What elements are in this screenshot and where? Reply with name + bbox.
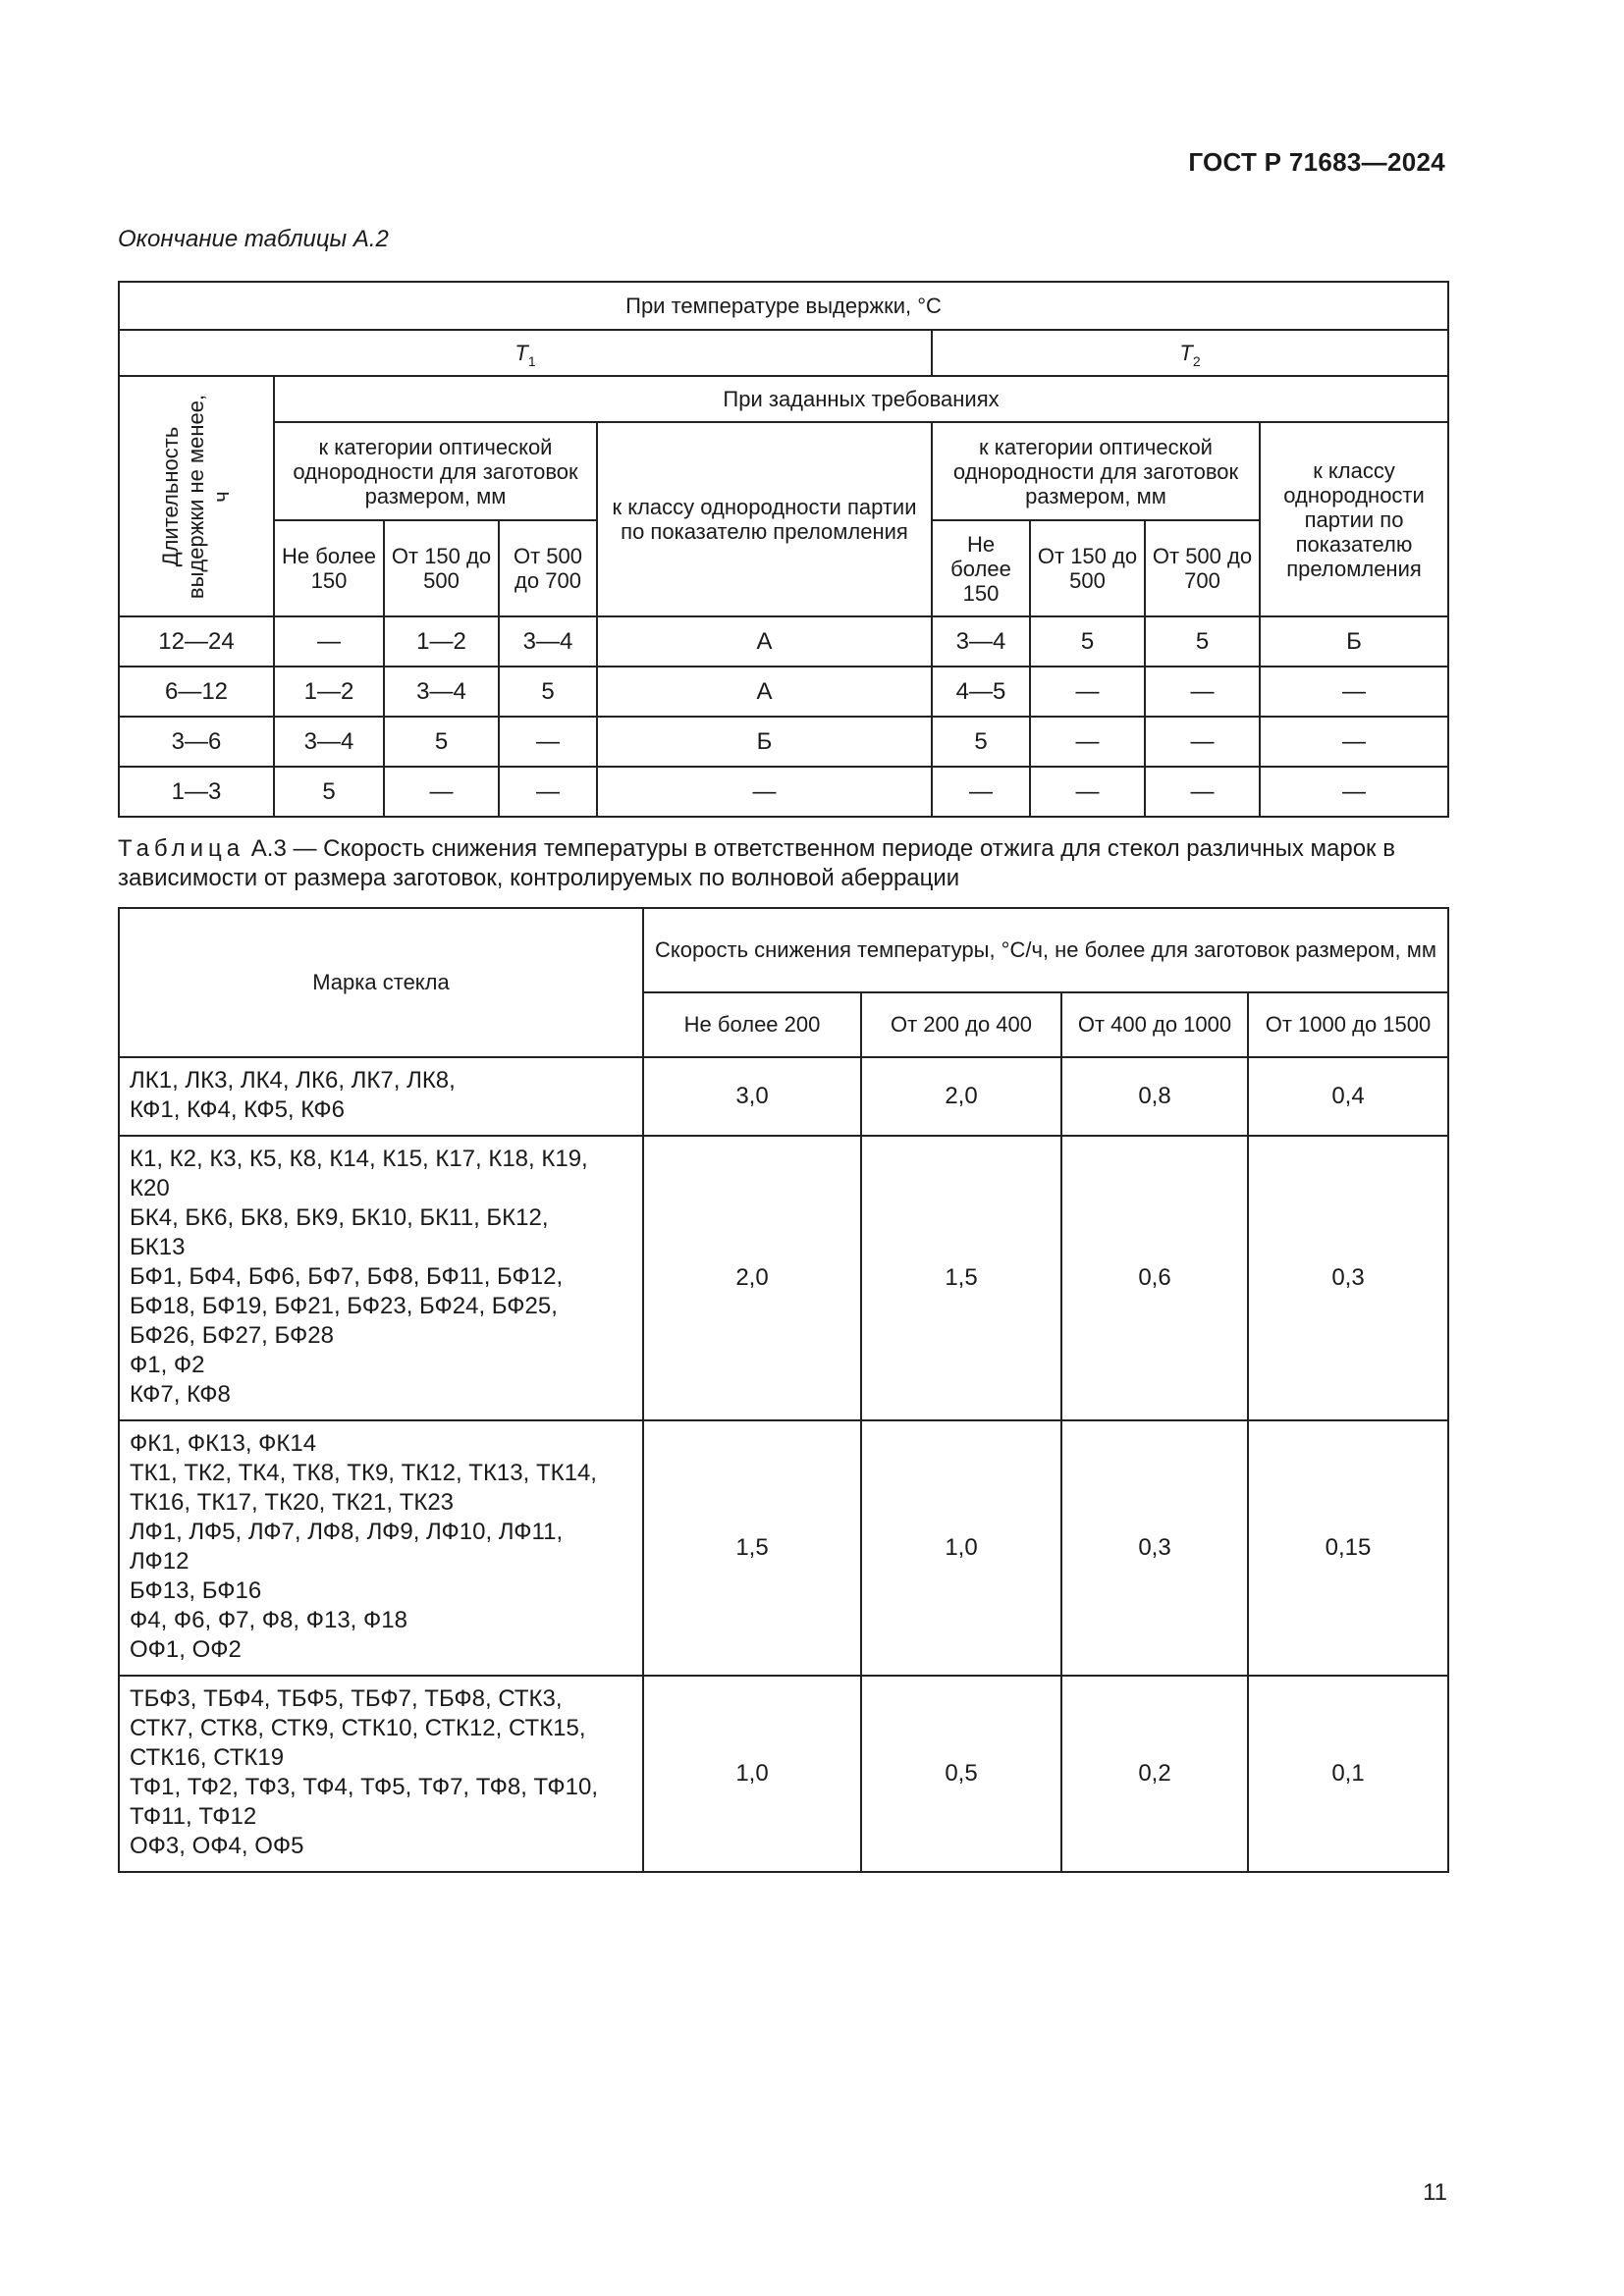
table-row [119,1136,1448,1420]
duration-line1: Длительность [158,426,183,566]
glass-marks-cell [119,1136,643,1420]
class-t2-header: к классу однородности партии по показателю преломления [1260,422,1448,616]
table-cell: — [1145,767,1260,817]
temp-header: При температуре выдержки, °С [119,282,1448,330]
speed-value: 3,0 [643,1057,861,1136]
glass-marks-line: ОФ3, ОФ4, ОФ5 [130,1833,304,1859]
size-t2-150-500: От 150 до 500 [1030,520,1145,616]
glass-marks-line: ТК1, ТК2, ТК4, ТК8, ТК9, ТК12, ТК13, ТК14, [130,1460,597,1486]
glass-marks-line: БК13 [130,1234,186,1260]
glass-marks-line: ЛФ1, ЛФ5, ЛФ7, ЛФ8, ЛФ9, ЛФ10, ЛФ11, [130,1519,564,1545]
table-a3-caption [118,834,1453,893]
table-cell: А [597,667,932,717]
glass-marks-line: Ф1, Ф2 [130,1352,205,1378]
size-header-up-to-200: Не более 200 [643,992,861,1057]
table-cell: — [1145,667,1260,717]
table-cell: — [1260,667,1448,717]
table-a2 [118,281,1449,818]
table-a2-caption: Окончание таблицы А.2 [118,226,389,252]
glass-marks-line: БК4, БК6, БК8, БК9, БК10, БК11, БК12, [130,1204,549,1231]
glass-marks-line: БФ1, БФ4, БФ6, БФ7, БФ8, БФ11, БФ12, [130,1263,564,1290]
duration-line2: выдержки не менее, [184,394,208,599]
table-row [119,616,1448,667]
table-cell: — [1030,767,1145,817]
speed-value: 0,2 [1061,1676,1248,1872]
table-cell: 1—2 [384,616,499,667]
table-a3-caption-text: А.3 — Скорость снижения температуры в ответственном периоде отжига для стекол различных марок в зависимости от размера заготовок, контролируемых по волновой аберрации [118,835,1395,891]
size-header-200-400: От 200 до 400 [861,992,1061,1057]
document-code: ГОСТ Р 71683—2024 [1188,147,1445,177]
glass-marks-line: ЛК1, ЛК3, ЛК4, ЛК6, ЛК7, ЛК8, [130,1067,456,1094]
table-row [119,667,1448,717]
table-cell: — [1145,717,1260,767]
speed-value: 0,6 [1061,1136,1248,1420]
size-t1-150-500: От 150 до 500 [384,520,499,616]
table-cell: 5 [932,717,1030,767]
table-row [119,767,1448,817]
table-row [119,1420,1448,1676]
table-cell: Б [1260,616,1448,667]
t1-header [119,330,932,376]
t1-symbol: T [514,340,528,365]
duration-line3: ч [209,490,234,503]
table-cell: 5 [499,667,597,717]
table-cell: — [499,767,597,817]
table-cell: 5 [384,717,499,767]
opt-category-t1-header: к категории оптической однородности для заготовок размером, мм [274,422,597,520]
table-a3-caption-prefix: Таблица [118,835,245,862]
speed-value: 2,0 [861,1057,1061,1136]
table-cell: — [499,717,597,767]
speed-value: 1,5 [861,1136,1061,1420]
table-row [119,1676,1448,1872]
size-header-400-1000: От 400 до 1000 [1061,992,1248,1057]
glass-marks-cell [119,1057,643,1136]
table-a3 [118,907,1449,1873]
table-cell: — [384,767,499,817]
glass-marks-line: БФ18, БФ19, БФ21, БФ23, БФ24, БФ25, [130,1293,558,1319]
table-cell: 12—24 [119,616,274,667]
table-cell: 5 [1030,616,1145,667]
speed-value: 1,0 [643,1676,861,1872]
glass-marks-line: ОФ1, ОФ2 [130,1636,242,1663]
size-t2-up-to-150: Не более 150 [932,520,1030,616]
speed-value: 0,4 [1248,1057,1448,1136]
t1-subscript: 1 [527,352,536,369]
table-cell: — [1030,667,1145,717]
glass-marks-line: ТК16, ТК17, ТК20, ТК21, ТК23 [130,1489,455,1516]
speed-value: 2,0 [643,1136,861,1420]
speed-value: 1,0 [861,1420,1061,1676]
glass-marks-line: КФ7, КФ8 [130,1381,231,1408]
size-t2-500-700: От 500 до 700 [1145,520,1260,616]
size-t1-500-700: От 500 до 700 [499,520,597,616]
table-cell: 5 [1145,616,1260,667]
glass-marks-line: ФК1, ФК13, ФК14 [130,1430,317,1457]
class-t1-header: к классу однородности партии по показателю преломления [597,422,932,616]
table-cell: 6—12 [119,667,274,717]
t2-symbol: T [1179,340,1193,365]
table-cell: 3—4 [932,616,1030,667]
mark-header: Марка стекла [119,908,643,1057]
glass-marks-line: БФ13, БФ16 [130,1577,262,1604]
glass-marks-line: К20 [130,1175,170,1201]
glass-marks-line: ЛФ12 [130,1548,189,1575]
table-cell: 3—4 [274,717,384,767]
table-cell: — [274,616,384,667]
speed-header: Скорость снижения температуры, °С/ч, не более для заготовок размером, мм [643,908,1448,992]
table-cell: — [1260,717,1448,767]
t2-subscript: 2 [1192,352,1201,369]
speed-value: 0,1 [1248,1676,1448,1872]
table-cell: 5 [274,767,384,817]
size-t1-up-to-150: Не более 150 [274,520,384,616]
table-cell: — [1030,717,1145,767]
table-cell: — [597,767,932,817]
speed-value: 0,8 [1061,1057,1248,1136]
page-number: 11 [1423,2179,1447,2206]
speed-value: 0,5 [861,1676,1061,1872]
table-cell: 3—6 [119,717,274,767]
table-cell: 1—3 [119,767,274,817]
speed-value: 0,15 [1248,1420,1448,1676]
table-cell: 3—4 [499,616,597,667]
table-cell: 3—4 [384,667,499,717]
table-cell: — [1260,767,1448,817]
glass-marks-line: СТК7, СТК8, СТК9, СТК10, СТК12, СТК15, [130,1715,586,1741]
glass-marks-line: ТФ1, ТФ2, ТФ3, ТФ4, ТФ5, ТФ7, ТФ8, ТФ10, [130,1774,599,1800]
t2-header [932,330,1448,376]
table-row [119,1057,1448,1136]
size-header-1000-1500: От 1000 до 1500 [1248,992,1448,1057]
table-cell: 4—5 [932,667,1030,717]
speed-value: 0,3 [1248,1136,1448,1420]
glass-marks-cell [119,1420,643,1676]
glass-marks-line: Ф4, Ф6, Ф7, Ф8, Ф13, Ф18 [130,1607,407,1633]
glass-marks-line: ТБФ3, ТБФ4, ТБФ5, ТБФ7, ТБФ8, СТК3, [130,1685,563,1712]
glass-marks-line: СТК16, СТК19 [130,1744,285,1771]
table-cell: — [932,767,1030,817]
glass-marks-cell [119,1676,643,1872]
table-row [119,717,1448,767]
table-cell: 1—2 [274,667,384,717]
table-cell: А [597,616,932,667]
glass-marks-line: КФ1, КФ4, КФ5, КФ6 [130,1096,346,1123]
opt-category-t2-header: к категории оптической однородности для заготовок размером, мм [932,422,1260,520]
glass-marks-line: ТФ11, ТФ12 [130,1803,257,1830]
duration-header [119,376,274,616]
speed-value: 0,3 [1061,1420,1248,1676]
speed-value: 1,5 [643,1420,861,1676]
requirements-header: При заданных требованиях [274,376,1448,422]
glass-marks-line: БФ26, БФ27, БФ28 [130,1322,334,1349]
glass-marks-line: К1, К2, К3, К5, К8, К14, К15, К17, К18, К19, [130,1146,588,1172]
table-cell: Б [597,717,932,767]
